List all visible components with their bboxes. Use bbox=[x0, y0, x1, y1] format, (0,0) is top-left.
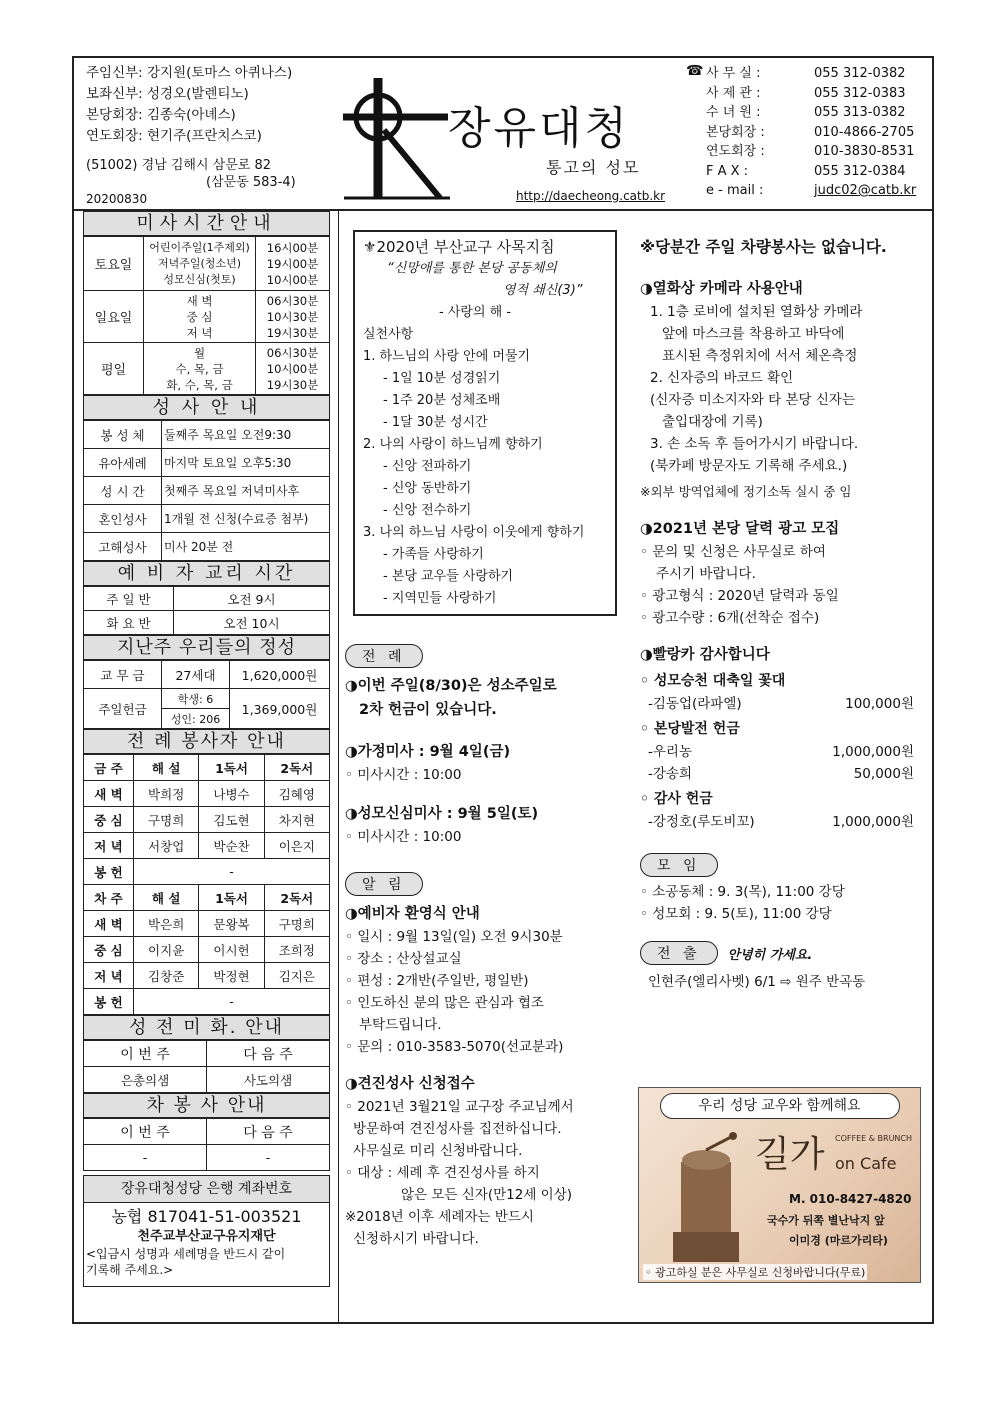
coffee-grinder-icon bbox=[663, 1132, 749, 1272]
union-chair: 연도회장: 현기주(프란치스코) bbox=[86, 128, 262, 144]
flower-next-week: 다 음 주 bbox=[207, 1041, 330, 1067]
flower-table bbox=[83, 1040, 330, 1093]
liturgy-cell: 이지윤 bbox=[134, 937, 199, 963]
guideline-line: - 지역민들 사랑하기 bbox=[383, 591, 497, 606]
guideline-year: - 사랑의 해 - bbox=[439, 305, 512, 320]
detail-line: ◦ 일시 : 9월 13일(일) 오전 9시30분 bbox=[345, 929, 563, 945]
bank-title: 장유대청성당 은행 계좌번호 bbox=[83, 1175, 330, 1203]
guideline-line: - 신앙 전수하기 bbox=[383, 503, 472, 518]
liturgy-header-row bbox=[84, 755, 330, 781]
guideline-line: - 신앙 전파하기 bbox=[383, 459, 472, 474]
contact-value: 055 312-0383 bbox=[814, 85, 906, 101]
liturgy-row bbox=[84, 833, 330, 859]
guideline-quote-2: 영적 쇄신(3)” bbox=[503, 283, 583, 298]
liturgy-cell: 이시헌 bbox=[199, 937, 264, 963]
offering-tithe-label: 교 무 금 bbox=[84, 661, 162, 689]
ad-title: 우리 성당 교우와 함께해요 bbox=[660, 1093, 900, 1119]
contact-value: 055 313-0382 bbox=[814, 105, 906, 120]
welcome-details bbox=[345, 926, 635, 1058]
contact-label: 사 무 실 : bbox=[706, 66, 761, 81]
contact-row bbox=[706, 103, 950, 123]
sacrament-name: 혼인성사 bbox=[84, 505, 162, 533]
calendar-ad-title: ◑2021년 본당 달력 광고 모집 bbox=[640, 521, 840, 537]
detail-line: 사무실로 미리 신청바랍니다. bbox=[353, 1143, 523, 1159]
sun-times: 06시30분 10시30분 19시30분 bbox=[256, 291, 330, 343]
liturgy-cell: 김창준 bbox=[134, 963, 199, 989]
detail-line: ◦ 광고수량 : 6개(선착순 접수) bbox=[640, 610, 820, 626]
sacrament-row bbox=[84, 421, 330, 449]
bank-account: 농협 817041-51-003521 bbox=[111, 1207, 302, 1226]
offering-sunday-label: 주일헌금 bbox=[84, 689, 162, 729]
liturgy-row bbox=[84, 937, 330, 963]
catechism-table bbox=[83, 586, 330, 635]
liturgy-cell: 저 녁 bbox=[84, 833, 134, 859]
cafe-location: 국수가 뒤쪽 별난낙지 앞 bbox=[767, 1214, 885, 1227]
liturgy-row bbox=[84, 963, 330, 989]
liturgy-cell: 새 벽 bbox=[84, 781, 134, 807]
address-line-1: (51002) 경남 김해시 삼문로 82 bbox=[86, 158, 272, 173]
detail-line: ◦ 문의 : 010-3583-5070(선교분과) bbox=[345, 1039, 564, 1055]
liturgy-cell: 김도현 bbox=[199, 807, 264, 833]
detail-line: 2. 신자증의 바코드 확인 bbox=[650, 370, 794, 386]
liturgy-cell: 서창업 bbox=[134, 833, 199, 859]
contact-row bbox=[706, 142, 950, 162]
home-mass-time: ◦ 미사시간 : 10:00 bbox=[345, 767, 462, 783]
liturgy-cell: 박순찬 bbox=[199, 833, 264, 859]
liturgy-cell: 차지현 bbox=[264, 807, 329, 833]
parish-chair: 본당회장: 김종숙(아녜스) bbox=[86, 107, 236, 123]
liturgy-header-cell: 1독서 bbox=[199, 755, 264, 781]
cafe-tagline: COFFEE & BRUNCH bbox=[835, 1134, 913, 1143]
liturgy-header-cell: 차 주 bbox=[84, 885, 134, 911]
thermal-camera-title: ◑열화상 카메라 사용안내 bbox=[640, 281, 803, 297]
meeting-pill: 모 임 bbox=[640, 853, 930, 877]
liturgy-row bbox=[84, 781, 330, 807]
sacrament-row bbox=[84, 505, 330, 533]
detail-line: 방문하여 견진성사를 집전하십니다. bbox=[353, 1121, 562, 1137]
sacrament-time: 첫째주 목요일 저녁미사후 bbox=[162, 477, 330, 505]
detail-line: ◦ 편성 : 2개반(주일반, 평일반) bbox=[345, 973, 529, 989]
liturgy-offering-value: - bbox=[134, 989, 330, 1015]
clergy-info bbox=[86, 63, 292, 147]
contact-row bbox=[706, 181, 950, 201]
contact-value: 055 312-0384 bbox=[814, 163, 906, 179]
liturgy-header-cell: 해 설 bbox=[134, 755, 199, 781]
cafe-owner: 이미경 (마르가리타) bbox=[789, 1234, 888, 1247]
detail-line: ◦ 광고형식 : 2020년 달력과 동일 bbox=[640, 588, 839, 604]
meeting-community: ◦ 소공동체 : 9. 3(목), 11:00 강당 bbox=[640, 884, 845, 900]
pastoral-guideline-box bbox=[353, 230, 617, 616]
notice-confirmation: ◑견진성사 신청접수 bbox=[345, 1076, 475, 1092]
liturgy-cell: 박희정 bbox=[134, 781, 199, 807]
liturgy-cell: 구명희 bbox=[264, 911, 329, 937]
weekday-items: 월 수, 목, 금 화, 수, 목, 금 bbox=[144, 343, 256, 395]
detail-line: ◦ 대상 : 세례 후 견진성사를 하지 bbox=[345, 1165, 540, 1181]
sacrament-name: 고해성사 bbox=[84, 533, 162, 561]
palanca-title: ◑빨랑카 감사합니다 bbox=[640, 647, 770, 663]
detail-line: 표시된 측정위치에 서서 체온측정 bbox=[662, 348, 858, 364]
bank-note-1: <입금시 성명과 세례명을 반드시 같이 bbox=[86, 1247, 286, 1261]
palanca-thanks: ◦ 감사 헌금 bbox=[640, 791, 713, 807]
liturgy-row bbox=[84, 911, 330, 937]
guideline-line: 3. 나의 하느님 사랑이 이웃에게 향하기 bbox=[363, 525, 585, 540]
marian-mass-time: ◦ 미사시간 : 10:00 bbox=[345, 829, 462, 845]
liturgy-header-cell: 해 설 bbox=[134, 885, 199, 911]
liturgy-table bbox=[83, 754, 330, 1015]
detail-line: 않은 모든 신자(만12세 이상) bbox=[401, 1187, 572, 1203]
palanca-row-1: -김동업(라파엘) 100,000원 bbox=[648, 696, 914, 712]
guideline-line: - 신앙 동반하기 bbox=[383, 481, 472, 496]
liturgy-offering-value: - bbox=[134, 859, 330, 885]
cafe-name: 길가 bbox=[755, 1134, 825, 1175]
middle-column bbox=[345, 214, 635, 1250]
liturgy-cell: 문왕복 bbox=[199, 911, 264, 937]
liturgy-offering-row bbox=[84, 989, 330, 1015]
website-link[interactable]: http://daecheong.catb.kr bbox=[516, 189, 666, 203]
palanca-row-2: -우리농 1,000,000원 bbox=[648, 744, 914, 760]
palanca-row-3: -강송희 50,000원 bbox=[648, 766, 914, 782]
guideline-line: - 1일 10분 성경읽기 bbox=[383, 371, 501, 386]
catechism-title: 예 비 자 교리 시간 bbox=[83, 561, 330, 586]
sun-label: 일요일 bbox=[84, 291, 144, 343]
car-this-week: 이 번 주 bbox=[84, 1119, 207, 1145]
contact-label: F A X : bbox=[706, 163, 749, 179]
car-service-table bbox=[83, 1118, 330, 1171]
notice-marian-mass: ◑성모신심미사 : 9월 5일(토) bbox=[345, 806, 539, 822]
notice-vocation-sunday: ◑이번 주일(8/30)은 성소주일로 2차 헌금이 있습니다. bbox=[345, 678, 557, 718]
liturgy-cell: 김혜영 bbox=[264, 781, 329, 807]
sacrament-time: 미사 20분 전 bbox=[162, 533, 330, 561]
guideline-line: - 1주 20분 성체조배 bbox=[383, 393, 501, 408]
column-divider bbox=[338, 209, 339, 1324]
sacrament-table bbox=[83, 420, 330, 561]
notice-welcome: ◑예비자 환영식 안내 bbox=[345, 906, 480, 922]
transfer-row: 전 출 안녕히 가세요. bbox=[640, 941, 930, 965]
liturgy-cell: 중 심 bbox=[84, 807, 134, 833]
detail-line: ◦ 장소 : 산상설교실 bbox=[345, 951, 462, 967]
liturgy-header-cell: 금 주 bbox=[84, 755, 134, 781]
car-next-week: 다 음 주 bbox=[207, 1119, 330, 1145]
guideline-title: ⚜2020년 부산교구 사목지침 bbox=[363, 238, 555, 256]
flower-title: 성 전 미 화. 안내 bbox=[83, 1015, 330, 1040]
calendar-ad-details bbox=[640, 541, 930, 629]
detail-line: ◦ 인도하신 분의 많은 관심과 협조 bbox=[345, 995, 544, 1011]
contact-row bbox=[706, 84, 950, 104]
thermal-camera-details bbox=[640, 301, 930, 477]
liturgy-header-cell: 2독서 bbox=[264, 885, 329, 911]
liturgy-cell: 김지은 bbox=[264, 963, 329, 989]
car-this-value: - bbox=[84, 1145, 207, 1171]
sat-items: 어린이주일(1주제외) 저녁주일(청소년) 성모신심(첫토) bbox=[144, 237, 256, 291]
liturgy-cell: 구명희 bbox=[134, 807, 199, 833]
detail-line: 1. 1층 로비에 설치된 열화상 카메라 bbox=[650, 304, 863, 320]
sacrament-title: 성 사 안 내 bbox=[83, 395, 330, 420]
guideline-line: - 가족들 사랑하기 bbox=[383, 547, 484, 562]
mass-times-table bbox=[83, 236, 330, 395]
contact-list bbox=[706, 64, 950, 201]
liturgy-cell: 중 심 bbox=[84, 937, 134, 963]
cafe-phone: M. 010-8427-4820 bbox=[789, 1192, 912, 1206]
liturgy-cell: 이은지 bbox=[264, 833, 329, 859]
cat-sun-time: 오전 9시 bbox=[174, 587, 330, 611]
liturgy-header-row bbox=[84, 885, 330, 911]
liturgy-offering-label: 봉 헌 bbox=[84, 859, 134, 885]
liturgy-cell: 저 녁 bbox=[84, 963, 134, 989]
sacrament-row bbox=[84, 477, 330, 505]
sacrament-name: 봉 성 체 bbox=[84, 421, 162, 449]
bank-note-2: 기록해 주세요.> bbox=[86, 1263, 174, 1277]
offering-tithe-amount: 1,620,000원 bbox=[230, 661, 330, 689]
detail-line: (신자증 미소지자와 타 본당 신자는 bbox=[650, 392, 856, 408]
detail-line: (북카페 방문자도 기록해 주세요.) bbox=[650, 458, 848, 474]
liturgy-title: 전 례 봉사자 안내 bbox=[83, 729, 330, 754]
weekday-times: 06시30분 10시00분 19시30분 bbox=[256, 343, 330, 395]
guideline-line: - 1달 30분 성시간 bbox=[383, 415, 488, 430]
meeting-mothers: ◦ 성모회 : 9. 5(토), 11:00 강당 bbox=[640, 906, 832, 922]
diocese-emblem-icon: ⚜ bbox=[363, 238, 377, 256]
flower-this-week: 이 번 주 bbox=[84, 1041, 207, 1067]
weekday-label: 평일 bbox=[84, 343, 144, 395]
guideline-line: 1. 하느님의 사랑 안에 머물기 bbox=[363, 349, 531, 364]
liturgy-header-cell: 1독서 bbox=[199, 885, 264, 911]
sat-times: 16시00분 19시00분 10시00분 bbox=[256, 237, 330, 291]
issue-date: 20200830 bbox=[86, 192, 148, 206]
liturgy-cell: 나병수 bbox=[199, 781, 264, 807]
contact-row bbox=[706, 64, 950, 84]
sacrament-time: 마지막 토요일 오후5:30 bbox=[162, 449, 330, 477]
liturgy-offering-label: 봉 헌 bbox=[84, 989, 134, 1015]
detail-line: ※2018년 이후 세례자는 반드시 bbox=[345, 1209, 534, 1225]
address bbox=[86, 157, 296, 191]
car-next-value: - bbox=[207, 1145, 330, 1171]
address-line-2: (삼문동 583-4) bbox=[206, 175, 296, 190]
offering-students: 학생: 6 bbox=[162, 689, 230, 709]
palanca-development: ◦ 본당발전 헌금 bbox=[640, 721, 740, 737]
sat-label: 토요일 bbox=[84, 237, 144, 291]
contact-label: 수 녀 원 : bbox=[706, 105, 761, 120]
liturgy-row bbox=[84, 807, 330, 833]
detail-line: 앞에 마스크를 착용하고 바닥에 bbox=[662, 326, 845, 342]
cat-sun-label: 주 일 반 bbox=[84, 587, 174, 611]
flower-next-group: 사도의샘 bbox=[207, 1067, 330, 1093]
detail-line: 3. 손 소독 후 들어가시기 바랍니다. bbox=[650, 436, 859, 452]
liturgy-cell: 새 벽 bbox=[84, 911, 134, 937]
flower-this-group: 은총의샘 bbox=[84, 1067, 207, 1093]
offering-title: 지난주 우리들의 정성 bbox=[83, 635, 330, 660]
offering-tithe-count: 27세대 bbox=[162, 661, 230, 689]
ad-note: ◦ 광고하실 분은 사무실로 신청바랍니다(무료) bbox=[645, 1266, 866, 1279]
sacrament-time: 1개월 전 신청(수료증 첨부) bbox=[162, 505, 330, 533]
disinfection-note: ※외부 방역업체에 정기소독 실시 중 임 bbox=[640, 484, 852, 499]
guideline-line: 2. 나의 사랑이 하느님께 향하기 bbox=[363, 437, 543, 452]
cross-logo-icon bbox=[338, 70, 458, 205]
contact-label: 사 제 관 : bbox=[706, 85, 761, 101]
cafe-on: on Cafe bbox=[835, 1154, 897, 1173]
liturgy-cell: 조희정 bbox=[264, 937, 329, 963]
detail-line: 신청하시기 바랍니다. bbox=[353, 1231, 479, 1247]
no-car-service-notice: ※당분간 주일 차량봉사는 없습니다. bbox=[640, 238, 887, 256]
phone-icon: ☎ bbox=[686, 63, 704, 79]
liturgy-pill: 전 례 bbox=[345, 644, 635, 668]
cat-tue-label: 화 요 반 bbox=[84, 611, 174, 635]
left-column bbox=[83, 211, 330, 1287]
cat-tue-time: 오전 10시 bbox=[174, 611, 330, 635]
palanca-assumption: ◦ 성모승천 대축일 꽃대 bbox=[640, 673, 786, 689]
contact-label: e - mail : bbox=[706, 183, 764, 198]
bank-owner: 천주교부산교구유지재단 bbox=[137, 1229, 276, 1244]
liturgy-cell: 박은희 bbox=[134, 911, 199, 937]
liturgy-cell: 박정현 bbox=[199, 963, 264, 989]
mass-times-title: 미사시간안내 bbox=[83, 211, 330, 236]
sacrament-row bbox=[84, 449, 330, 477]
parish-title: 장유대청 bbox=[448, 103, 631, 154]
assistant-priest: 보좌신부: 성경오(발렌티노) bbox=[86, 86, 249, 102]
sacrament-name: 성 시 간 bbox=[84, 477, 162, 505]
liturgy-header-cell: 2독서 bbox=[264, 755, 329, 781]
sacrament-row bbox=[84, 533, 330, 561]
cafe-ad bbox=[638, 1087, 921, 1283]
notice-pill: 알 림 bbox=[345, 872, 635, 896]
contact-label: 연도회장 : bbox=[706, 144, 765, 159]
sacrament-time: 둘째주 목요일 오전9:30 bbox=[162, 421, 330, 449]
parish-subtitle: 통고의 성모 bbox=[546, 158, 641, 177]
detail-line: 부탁드립니다. bbox=[359, 1017, 442, 1033]
contact-row bbox=[706, 123, 950, 143]
contact-label: 본당회장 : bbox=[706, 124, 765, 140]
sacrament-name: 유아세례 bbox=[84, 449, 162, 477]
contact-value: 010-4866-2705 bbox=[814, 124, 915, 140]
contact-row bbox=[706, 162, 950, 182]
detail-line: ◦ 문의 및 신청은 사무실로 하여 bbox=[640, 544, 826, 560]
right-column bbox=[640, 235, 930, 993]
liturgy-offering-row bbox=[84, 859, 330, 885]
guideline-quote-1: “신망애를 통한 본당 공동체의 bbox=[387, 261, 557, 276]
offering-adults: 성인: 206 bbox=[162, 709, 230, 729]
guideline-line: 실천사항 bbox=[363, 327, 414, 342]
pastor: 주임신부: 강지원(토마스 아퀴나스) bbox=[86, 65, 293, 81]
detail-line: 주시기 바랍니다. bbox=[656, 566, 756, 582]
bank-box bbox=[83, 1203, 330, 1287]
guideline-line: - 본당 교우들 사랑하기 bbox=[383, 569, 514, 584]
palanca-row-4: -강정호(루도비꼬) 1,000,000원 bbox=[648, 814, 914, 830]
detail-line: 출입대장에 기록) bbox=[662, 414, 763, 430]
contact-value: 010-3830-8531 bbox=[814, 144, 915, 159]
sun-items: 새 벽 중 심 저 녁 bbox=[144, 291, 256, 343]
contact-value[interactable]: judc02@catb.kr bbox=[814, 183, 917, 198]
detail-line: ◦ 2021년 3월21일 교구장 주교님께서 bbox=[345, 1099, 574, 1115]
contact-value: 055 312-0382 bbox=[814, 66, 906, 81]
confirmation-details bbox=[345, 1096, 635, 1250]
notice-home-mass: ◑가정미사 : 9월 4일(금) bbox=[345, 744, 511, 760]
car-service-title: 차 봉 사 안내 bbox=[83, 1093, 330, 1118]
transfer-detail: 인현주(엘리사벳) 6/1 ⇨ 원주 반곡동 bbox=[648, 974, 866, 990]
offering-table bbox=[83, 660, 330, 729]
offering-sunday-amount: 1,369,000원 bbox=[230, 689, 330, 729]
